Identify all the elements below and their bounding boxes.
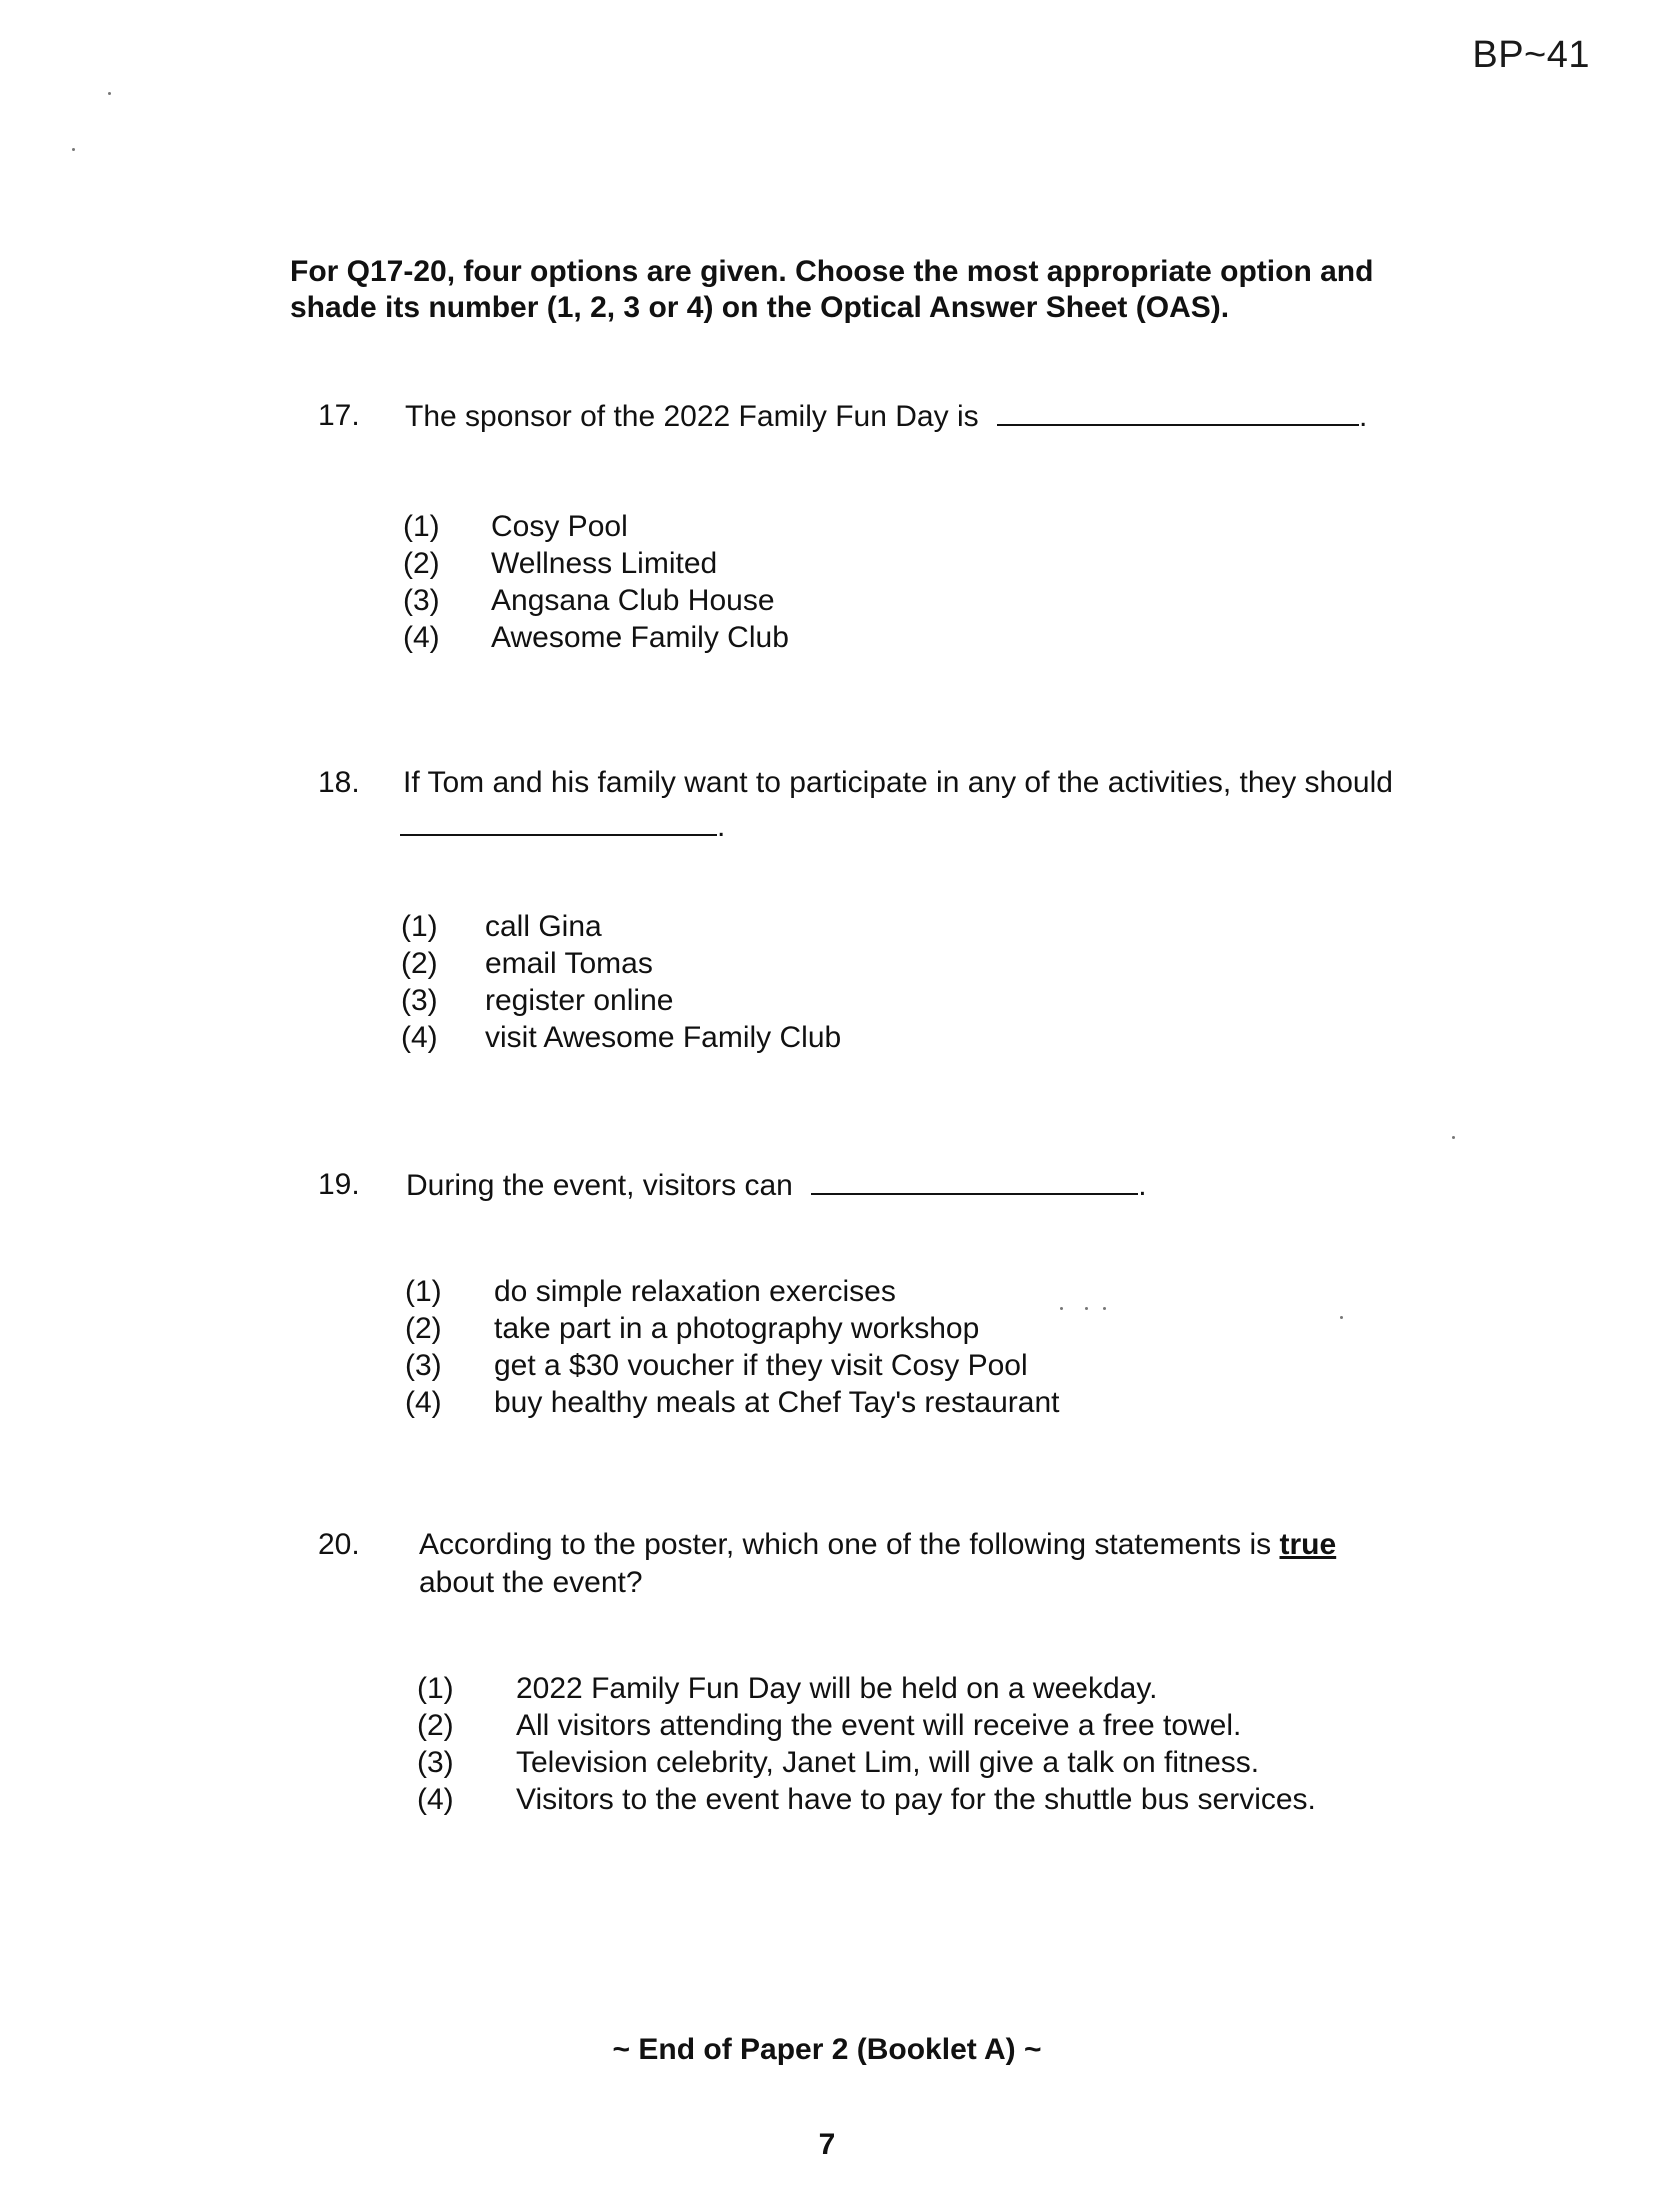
option-text: buy healthy meals at Chef Tay's restaurant: [494, 1386, 1060, 1419]
option-text: email Tomas: [485, 947, 653, 980]
option-number: (4): [417, 1783, 454, 1816]
option-number: (3): [405, 1349, 442, 1382]
options-list: [403, 508, 789, 656]
option-text: Wellness Limited: [491, 547, 718, 580]
scan-speck: [1060, 1307, 1063, 1310]
option-text: call Gina: [485, 910, 602, 943]
option-number: (2): [401, 947, 438, 980]
option-number: (4): [401, 1021, 438, 1054]
question-stem: [406, 1167, 1147, 1204]
option: [403, 545, 789, 582]
scan-speck: [1452, 1136, 1455, 1139]
scan-speck: [1103, 1307, 1106, 1310]
question-stem: [419, 1527, 1336, 1563]
option-number: (3): [417, 1746, 454, 1779]
instructions: For Q17-20, four options are given. Choose the most appropriate option and shade its number (1, 2, 3 or 4) on the Optical Answer Sheet (OAS).: [290, 255, 1374, 324]
option-number: (2): [403, 547, 440, 580]
option: [405, 1384, 1059, 1421]
option: [403, 619, 789, 656]
full-stop: .: [1138, 1169, 1147, 1202]
question-number: 18.: [318, 766, 360, 799]
scan-speck: [72, 148, 75, 151]
question-stem-text: about the event?: [419, 1566, 643, 1599]
answer-blank: [811, 1167, 1138, 1195]
question-stem-text: If Tom and his family want to participate in any of the activities, they should: [403, 766, 1393, 799]
answer-blank: [400, 808, 717, 836]
option-text: Angsana Club House: [491, 584, 775, 617]
option: [417, 1670, 1316, 1707]
option: [405, 1347, 1059, 1384]
option-text: register online: [485, 984, 674, 1017]
scan-speck: [1340, 1316, 1343, 1319]
answer-blank: [997, 398, 1359, 426]
option-text: All visitors attending the event will receive a free towel.: [516, 1709, 1242, 1742]
options-list: [401, 908, 841, 1056]
option: [417, 1744, 1316, 1781]
option-number: (2): [405, 1312, 442, 1345]
option-text: do simple relaxation exercises: [494, 1275, 896, 1308]
option-text: 2022 Family Fun Day will be held on a weekday.: [516, 1672, 1158, 1705]
end-of-paper-note: ~ End of Paper 2 (Booklet A) ~: [612, 2033, 1042, 2066]
option: [401, 945, 841, 982]
option: [405, 1310, 1059, 1347]
option: [401, 1019, 841, 1056]
option-number: (1): [401, 910, 438, 943]
option: [401, 982, 841, 1019]
option-text: Television celebrity, Janet Lim, will give a talk on fitness.: [516, 1746, 1260, 1779]
option-text: Cosy Pool: [491, 510, 628, 543]
option: [417, 1781, 1316, 1818]
option: [405, 1273, 1059, 1310]
option-number: (1): [417, 1672, 454, 1705]
scan-speck: [1085, 1307, 1088, 1310]
paper-code: BP~41: [1472, 34, 1590, 76]
question-number: 19.: [318, 1168, 360, 1201]
options-list: [405, 1273, 1059, 1421]
option: [417, 1707, 1316, 1744]
option-text: take part in a photography workshop: [494, 1312, 980, 1345]
question-stem-text: During the event, visitors can: [406, 1169, 793, 1202]
option-text: get a $30 voucher if they visit Cosy Pool: [494, 1349, 1028, 1382]
scan-speck: [108, 92, 111, 95]
full-stop: .: [717, 810, 726, 843]
option: [401, 908, 841, 945]
option: [403, 582, 789, 619]
option-text: Awesome Family Club: [491, 621, 789, 654]
question-stem: [400, 808, 725, 845]
option: [403, 508, 789, 545]
option-number: (1): [405, 1275, 442, 1308]
option-text: visit Awesome Family Club: [485, 1021, 842, 1054]
option-number: (4): [405, 1386, 442, 1419]
emphasis-true: true: [1279, 1528, 1337, 1561]
option-number: (1): [403, 510, 440, 543]
page-number: 7: [818, 2128, 836, 2161]
question-number: 20.: [318, 1528, 360, 1561]
question-stem-text: The sponsor of the 2022 Family Fun Day is: [405, 400, 979, 433]
full-stop: .: [1358, 400, 1368, 433]
options-list: [417, 1670, 1316, 1818]
option-number: (2): [417, 1709, 454, 1742]
question-stem-text: According to the poster, which one of the following statements is: [419, 1528, 1272, 1561]
option-text: Visitors to the event have to pay for the shuttle bus services.: [516, 1783, 1316, 1816]
option-number: (3): [401, 984, 438, 1017]
option-number: (3): [403, 584, 440, 617]
question-stem: [405, 398, 1367, 435]
option-number: (4): [403, 621, 440, 654]
question-number: 17.: [318, 399, 360, 432]
